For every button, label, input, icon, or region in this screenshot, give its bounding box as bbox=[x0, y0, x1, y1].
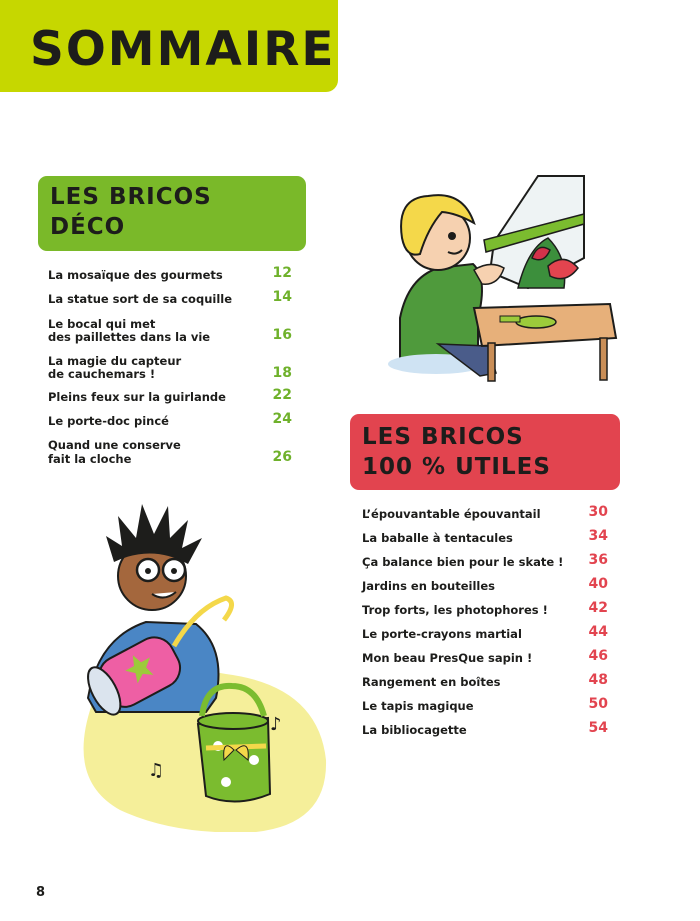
toc-entry-title: La baballe à tentacules bbox=[362, 531, 513, 545]
toc-entry-title: Le bocal qui met bbox=[48, 317, 156, 331]
toc-entry-title: Rangement en boîtes bbox=[362, 675, 501, 689]
toc-entry-page: 30 bbox=[588, 504, 608, 520]
toc-list-deco bbox=[48, 266, 296, 471]
title-banner bbox=[0, 0, 338, 92]
toc-entry-title: fait la cloche bbox=[48, 452, 132, 466]
toc-entry-title: Jardins en bouteilles bbox=[362, 579, 495, 593]
illustration-girl-terrarium bbox=[378, 168, 624, 390]
toc-entry-page: 40 bbox=[588, 576, 608, 592]
section-title-line2: 100 % UTILES bbox=[362, 454, 551, 480]
toc-entry-title: des paillettes dans la vie bbox=[48, 330, 211, 344]
svg-text:♪: ♪ bbox=[270, 714, 282, 735]
toc-entry-title: La statue sort de sa coquille bbox=[48, 292, 233, 306]
toc-entry-title: La magie du capteur bbox=[48, 354, 182, 368]
svg-text:♫: ♫ bbox=[148, 760, 165, 781]
toc-entry-page: 44 bbox=[588, 624, 608, 640]
toc-entry-page: 36 bbox=[588, 552, 608, 568]
section-heading-deco bbox=[38, 176, 306, 251]
toc-entry-page: 16 bbox=[272, 327, 292, 343]
section-title-line1: LES BRICOS bbox=[362, 424, 524, 450]
toc-entry-title: Pleins feux sur la guirlande bbox=[48, 390, 226, 404]
toc-entry-page: 12 bbox=[272, 265, 292, 281]
toc-entry-page: 54 bbox=[588, 720, 608, 736]
toc-entry-title: L’épouvantable épouvantail bbox=[362, 507, 541, 521]
toc-entry-page: 34 bbox=[588, 528, 608, 544]
toc-entry-page: 24 bbox=[272, 411, 292, 427]
toc-entry-page: 42 bbox=[588, 600, 608, 616]
toc-entry-page: 48 bbox=[588, 672, 608, 688]
toc-entry-title: Le tapis magique bbox=[362, 699, 474, 713]
toc-entry-title: Mon beau PresQue sapin ! bbox=[362, 651, 533, 665]
toc-entry-page: 14 bbox=[272, 289, 292, 305]
toc-entry-page: 46 bbox=[588, 648, 608, 664]
toc-entry-title: Le porte-doc pincé bbox=[48, 414, 169, 428]
page-number: 8 bbox=[36, 885, 46, 900]
toc-entry-page: 18 bbox=[272, 365, 292, 381]
illustration-boy-crafts bbox=[56, 498, 328, 832]
section-heading-utiles bbox=[350, 414, 620, 490]
toc-entry-title: Ça balance bien pour le skate ! bbox=[362, 555, 564, 569]
toc-entry-title: La mosaïque des gourmets bbox=[48, 268, 223, 282]
toc-entry-title: Trop forts, les photophores ! bbox=[362, 603, 548, 617]
section-title-line1: LES BRICOS bbox=[50, 184, 212, 210]
toc-entry-page: 50 bbox=[588, 696, 608, 712]
toc-entry-title: de cauchemars ! bbox=[48, 367, 156, 381]
section-title-line2: DÉCO bbox=[50, 214, 126, 240]
toc-entry-title: Le porte-crayons martial bbox=[362, 627, 522, 641]
toc-entry-title: Quand une conserve bbox=[48, 438, 181, 452]
page-title: SOMMAIRE bbox=[30, 22, 336, 77]
toc-entry-page: 26 bbox=[272, 449, 292, 465]
toc-entry-page: 22 bbox=[272, 387, 292, 403]
toc-list-utiles bbox=[362, 505, 612, 740]
toc-entry-title: La bibliocagette bbox=[362, 723, 467, 737]
